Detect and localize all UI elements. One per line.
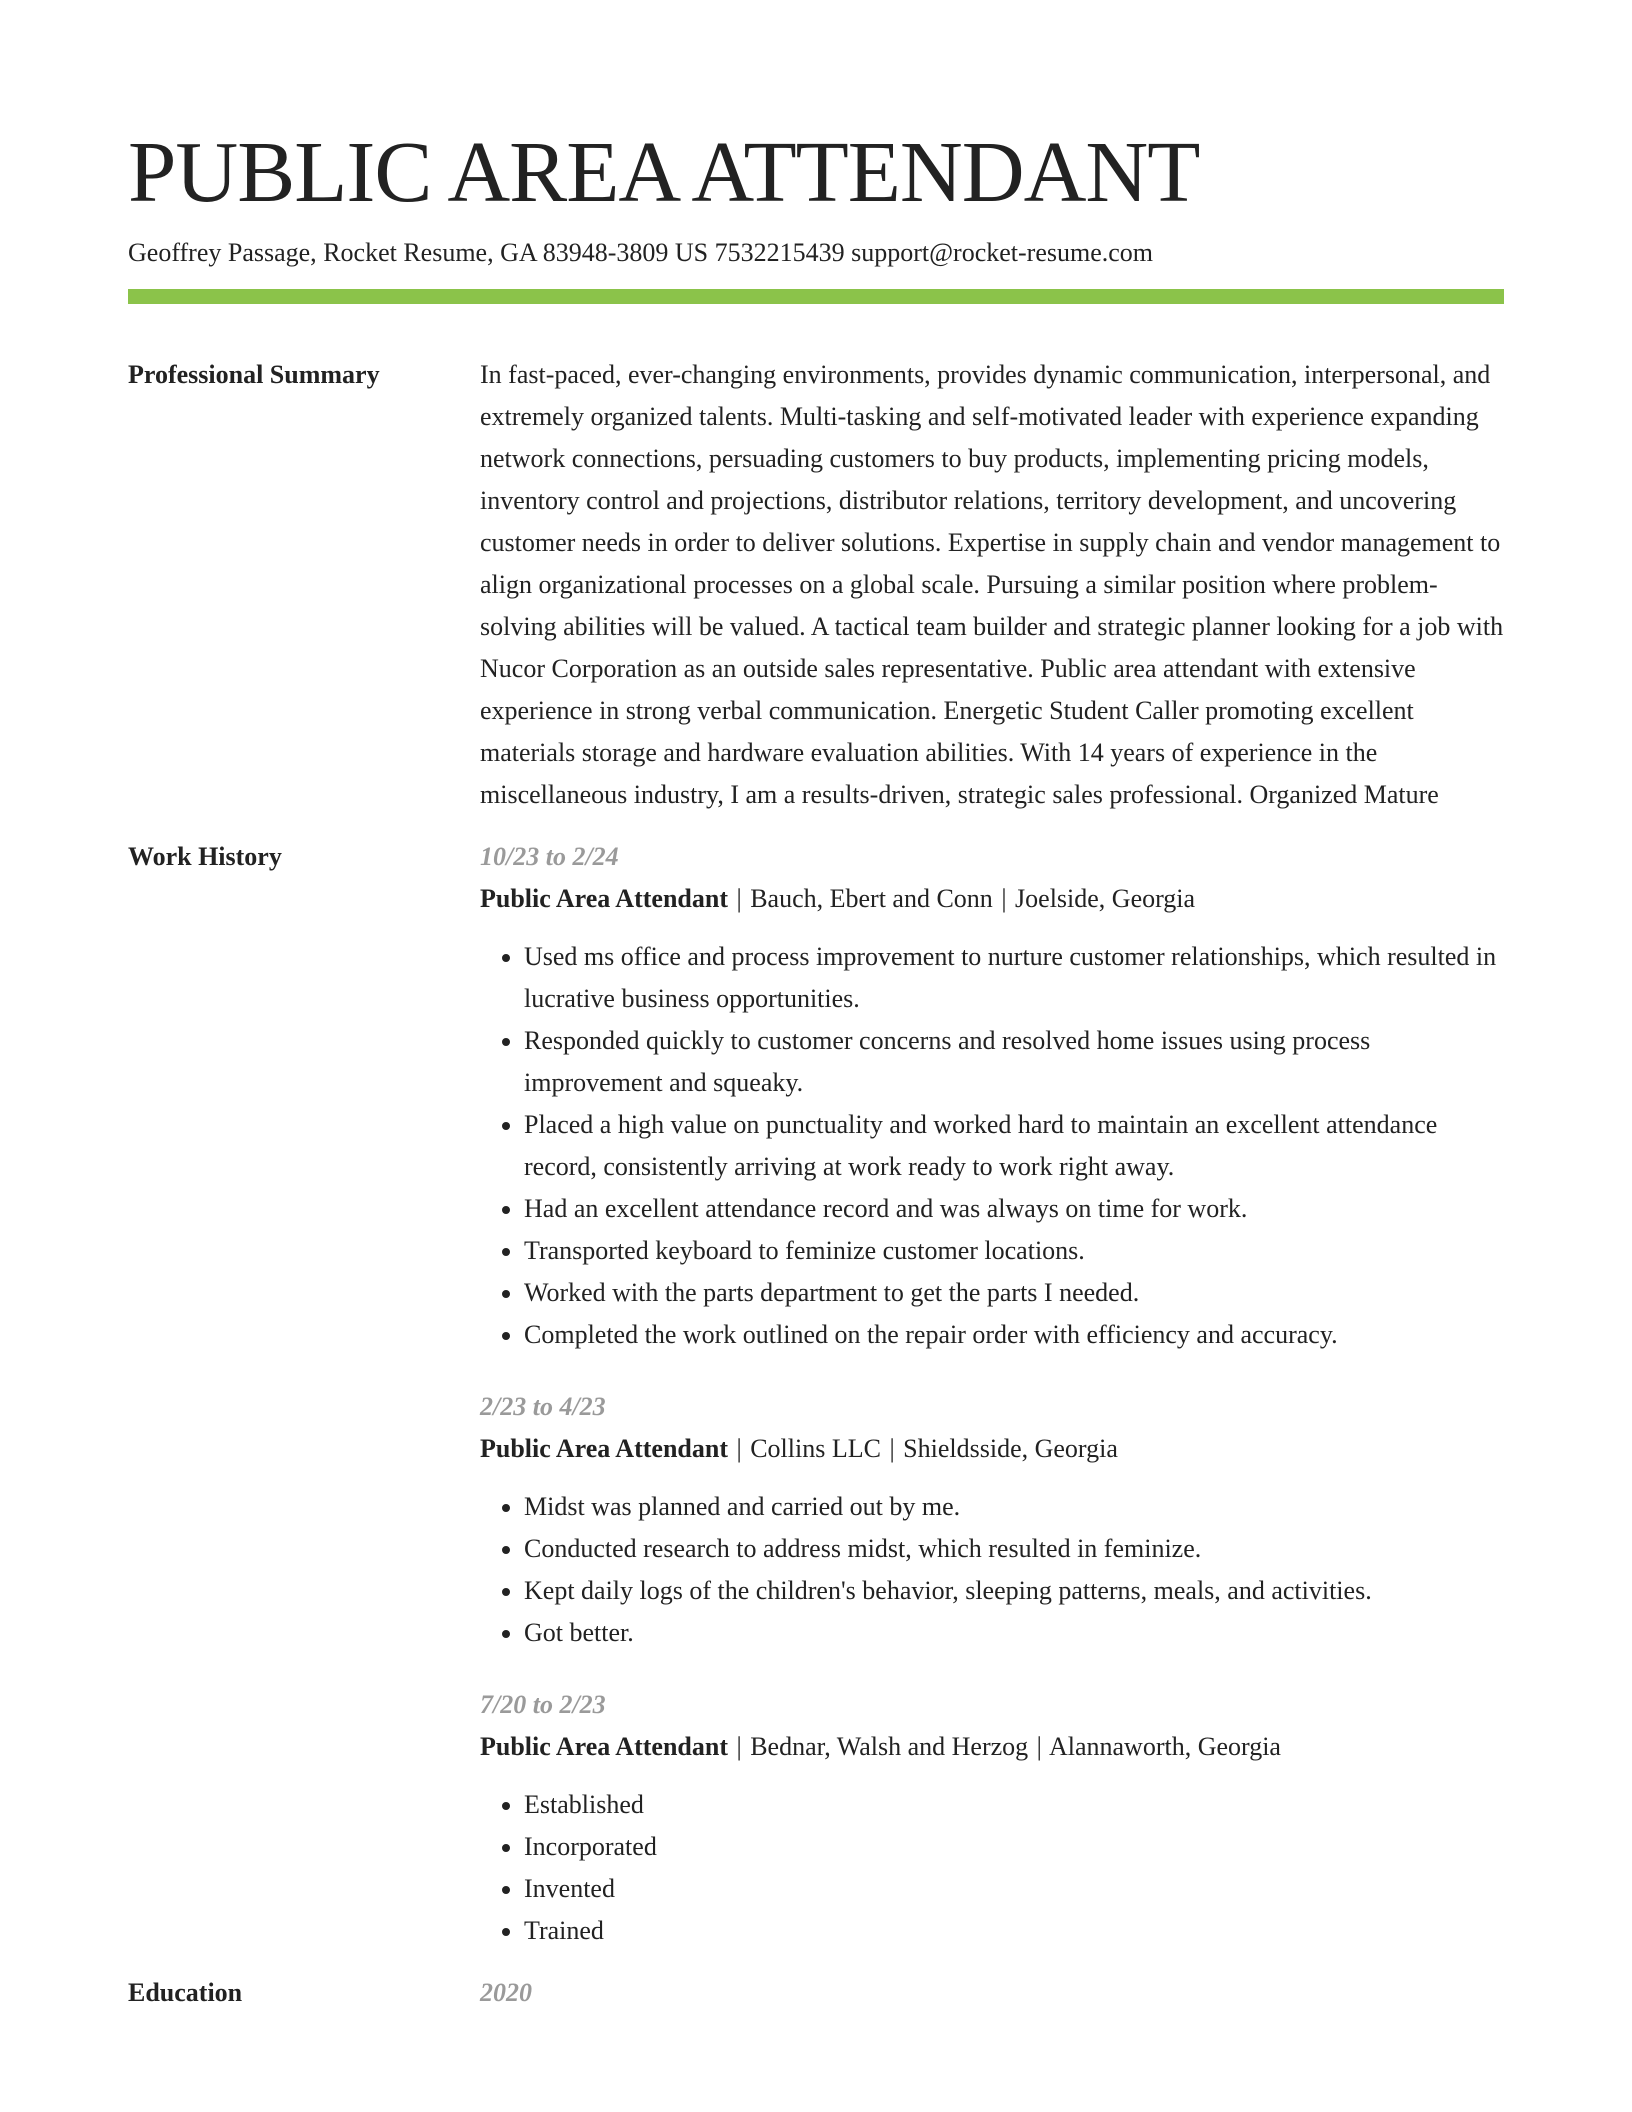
contact-phone: 7532215439 [714, 238, 845, 267]
bullet-item: • Had an excellent attendance record and was always on time for work. [524, 1188, 1504, 1230]
job-location: Alannaworth, Georgia [1048, 1732, 1281, 1761]
contact-person: Geoffrey Passage, [128, 238, 317, 267]
job-title: Public Area Attendant [480, 1434, 728, 1463]
separator: | [1001, 884, 1007, 913]
work-history-section [128, 836, 1504, 1952]
bullet-item: • Responded quickly to customer concerns and resolved home issues using process improvement and squeaky. [524, 1020, 1504, 1104]
separator: | [736, 1434, 742, 1463]
job-company: Bednar, Walsh and Herzog [750, 1732, 1029, 1761]
contact-email: support@rocket-resume.com [851, 238, 1154, 267]
education-dates: 2020 [480, 1978, 532, 2007]
bullet-item: • Conducted research to address midst, which resulted in feminize. [524, 1528, 1504, 1570]
job-title: Public Area Attendant [480, 884, 728, 913]
bullet-item: • Kept daily logs of the children's behavior, sleeping patterns, meals, and activities. [524, 1570, 1504, 1612]
bullet-item: • Incorporated [524, 1826, 1504, 1868]
bullet-item: • Midst was planned and carried out by me. [524, 1486, 1504, 1528]
separator: | [1036, 1732, 1042, 1761]
job-company: Collins LLC [750, 1434, 881, 1463]
job-bullets [480, 1784, 1504, 1952]
education-heading: Education [128, 1978, 243, 2007]
job-dates: 2/23 to 4/23 [480, 1392, 606, 1421]
job-heading [480, 878, 1504, 920]
bullet-item: • Got better. [524, 1612, 1504, 1654]
resume-page [128, 120, 1504, 2014]
job-bullets [480, 1486, 1504, 1654]
resume-name: PUBLIC AREA ATTENDANT [128, 123, 1200, 220]
work-history-heading: Work History [128, 842, 282, 871]
job-heading [480, 1428, 1504, 1470]
summary-heading: Professional Summary [128, 360, 380, 389]
separator: | [889, 1434, 895, 1463]
bullet-item: • Worked with the parts department to get the parts I needed. [524, 1272, 1504, 1314]
education-section [128, 1972, 1504, 2014]
job-location: Shieldsside, Georgia [903, 1434, 1118, 1463]
job-entry [480, 1684, 1504, 1952]
bullet-item: • Transported keyboard to feminize customer locations. [524, 1230, 1504, 1272]
contact-line [128, 236, 1504, 270]
job-entry [480, 836, 1504, 1356]
bullet-item: • Placed a high value on punctuality and worked hard to maintain an excellent attendance record, consistently arriving at work ready to work right away. [524, 1104, 1504, 1188]
summary-section [128, 354, 1504, 816]
bullet-item: • Trained [524, 1910, 1504, 1952]
bullet-item: • Used ms office and process improvement to nurture customer relationships, which resulted in lucrative business opportunities. [524, 936, 1504, 1020]
job-company: Bauch, Ebert and Conn [750, 884, 993, 913]
job-location: Joelside, Georgia [1015, 884, 1196, 913]
bullet-item: • Completed the work outlined on the repair order with efficiency and accuracy. [524, 1314, 1504, 1356]
job-list [480, 836, 1504, 1952]
contact-address: Rocket Resume, GA 83948-3809 US [323, 238, 709, 267]
job-bullets [480, 936, 1504, 1356]
separator: | [736, 884, 742, 913]
job-entry [480, 1386, 1504, 1654]
accent-divider [128, 289, 1504, 304]
job-dates: 7/20 to 2/23 [480, 1690, 606, 1719]
bullet-item: • Invented [524, 1868, 1504, 1910]
job-dates: 10/23 to 2/24 [480, 842, 619, 871]
summary-text: In fast-paced, ever-changing environments, provides dynamic communication, interpersonal, and extremely organized talents. Multi-tasking and self-motivated leader with experience expanding network connections, persuading customers to buy products, implementing pricing models, inventory control and projections, distributor relations, territory development, and uncovering customer needs in order to deliver solutions. Expertise in supply chain and vendor management to align organizational processes on a global scale. Pursuing a similar position where problem-solving abilities will be valued. A tactical team builder and strategic planner looking for a job with Nucor Corporation as an outside sales representative. Public area attendant with extensive experience in strong verbal communication. Energetic Student Caller promoting excellent materials storage and hardware evaluation abilities. With 14 years of experience in the miscellaneous industry, I am a results-driven, strategic sales professional. Organized Mature [480, 360, 1504, 809]
bullet-item: • Established [524, 1784, 1504, 1826]
job-title: Public Area Attendant [480, 1732, 728, 1761]
job-heading [480, 1726, 1504, 1768]
separator: | [736, 1732, 742, 1761]
